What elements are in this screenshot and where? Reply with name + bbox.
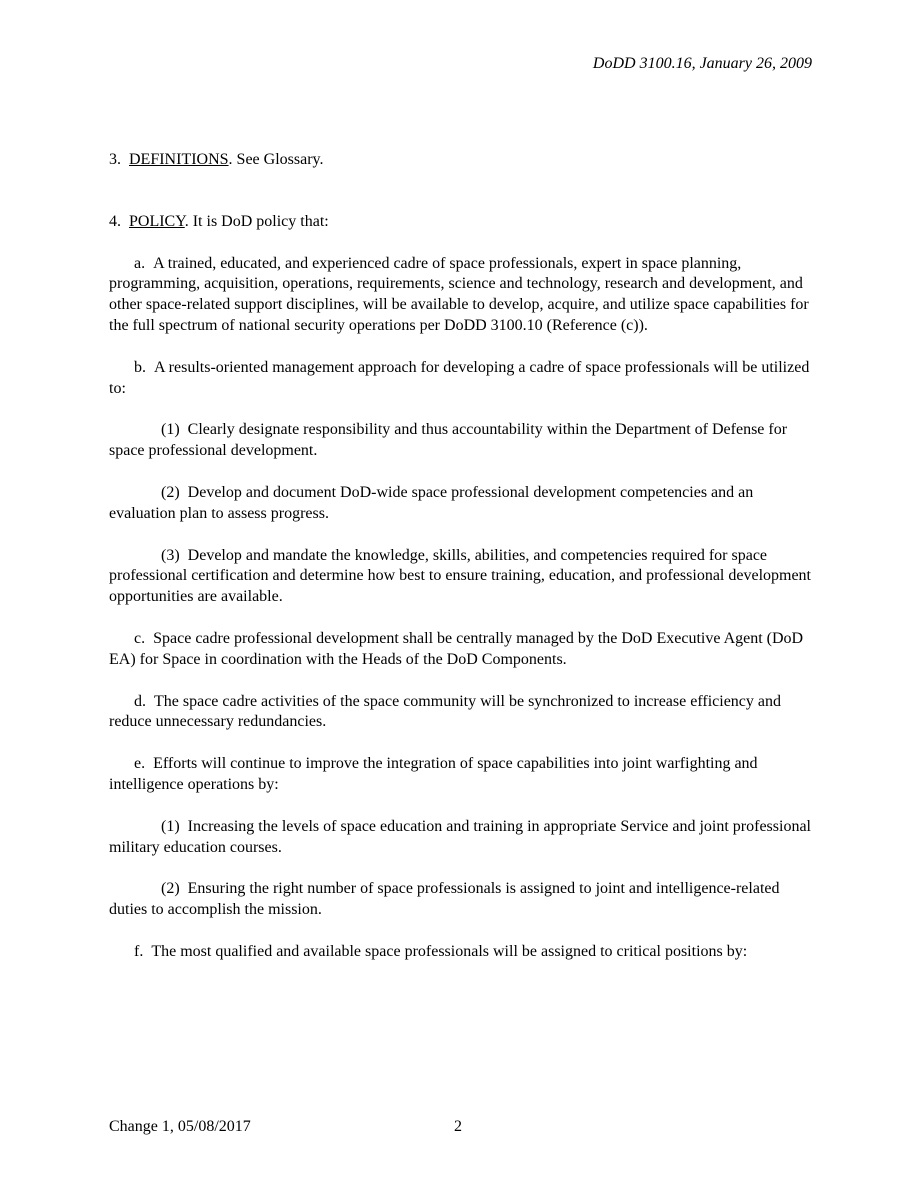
paragraph-text: Space cadre professional development shall be centrally managed by the DoD Executive Agent (DoD EA) for Space in coordination with the Heads of the DoD Components.: [109, 629, 804, 668]
policy-paragraph-f: [109, 942, 813, 963]
paragraph-text: The most qualified and available space professionals will be assigned to critical positions by:: [151, 942, 748, 960]
section-definitions: [109, 150, 813, 171]
paragraph-label: d.: [134, 692, 146, 710]
change-notice: Change 1, 05/08/2017: [109, 1118, 251, 1135]
paragraph-text: Clearly designate responsibility and thus accountability within the Department of Defense for space professional development.: [109, 421, 788, 460]
policy-paragraph-b-2: [109, 483, 813, 525]
policy-paragraph-a: [109, 254, 813, 337]
paragraph-label: b.: [134, 358, 146, 376]
paragraph-label: (2): [161, 880, 180, 898]
page-number: 2: [454, 1118, 462, 1135]
paragraph-text: Efforts will continue to improve the integration of space capabilities into joint warfighting and intelligence operations by:: [109, 755, 758, 793]
paragraph-text: Ensuring the right number of space professionals is assigned to joint and intelligence-related duties to accomplish the mission.: [109, 880, 780, 919]
section-policy: [109, 212, 813, 233]
paragraph-text: Increasing the levels of space education and training in appropriate Service and joint professional military education courses.: [109, 817, 811, 856]
section-title: DEFINITIONS: [129, 151, 229, 168]
paragraph-label: a.: [134, 254, 146, 272]
paragraph-text: Develop and document DoD-wide space professional development competencies and an evaluation plan to assess progress.: [109, 483, 754, 522]
paragraph-label: f.: [134, 942, 144, 960]
policy-paragraph-b-1: [109, 420, 813, 462]
document-body: [109, 150, 813, 984]
policy-paragraph-d: [109, 692, 813, 734]
paragraph-label: e.: [134, 755, 146, 773]
section-number: 4.: [109, 212, 121, 230]
paragraph-label: c.: [134, 629, 146, 647]
paragraph-label: (1): [161, 817, 180, 835]
section-text: . It is DoD policy that:: [184, 212, 329, 230]
paragraph-text: A trained, educated, and experienced cadre of space professionals, expert in space planning, programming, acquisition, operations, requirements, science and technology, research and development, and other space-related support disciplines, will be available to develop, acquire, and utilize space capabilities for the full spectrum of national security operations per DoDD 3100.10 (Reference (c)).: [109, 254, 809, 334]
section-text: . See Glossary.: [228, 151, 324, 168]
policy-paragraph-e-1: [109, 817, 813, 859]
policy-paragraph-c: [109, 629, 813, 671]
paragraph-text: Develop and mandate the knowledge, skills, abilities, and competencies required for space professional certification and determine how best to ensure training, education, and professional development opportunities are available.: [109, 546, 811, 606]
paragraph-text: The space cadre activities of the space community will be synchronized to increase efficiency and reduce unnecessary redundancies.: [109, 692, 781, 731]
section-number: 3.: [109, 151, 121, 168]
paragraph-label: (2): [161, 483, 180, 501]
paragraph-text: A results-oriented management approach for developing a cadre of space professionals will be utilized to:: [109, 358, 810, 397]
section-title: POLICY: [129, 212, 185, 230]
policy-paragraph-e-2: [109, 879, 813, 921]
policy-paragraph-e: [109, 754, 813, 796]
document-reference: DoDD 3100.16, January 26, 2009: [592, 55, 812, 72]
paragraph-label: (3): [161, 546, 180, 564]
paragraph-label: (1): [161, 421, 180, 439]
policy-paragraph-b: [109, 358, 813, 400]
policy-paragraph-b-3: [109, 546, 813, 608]
